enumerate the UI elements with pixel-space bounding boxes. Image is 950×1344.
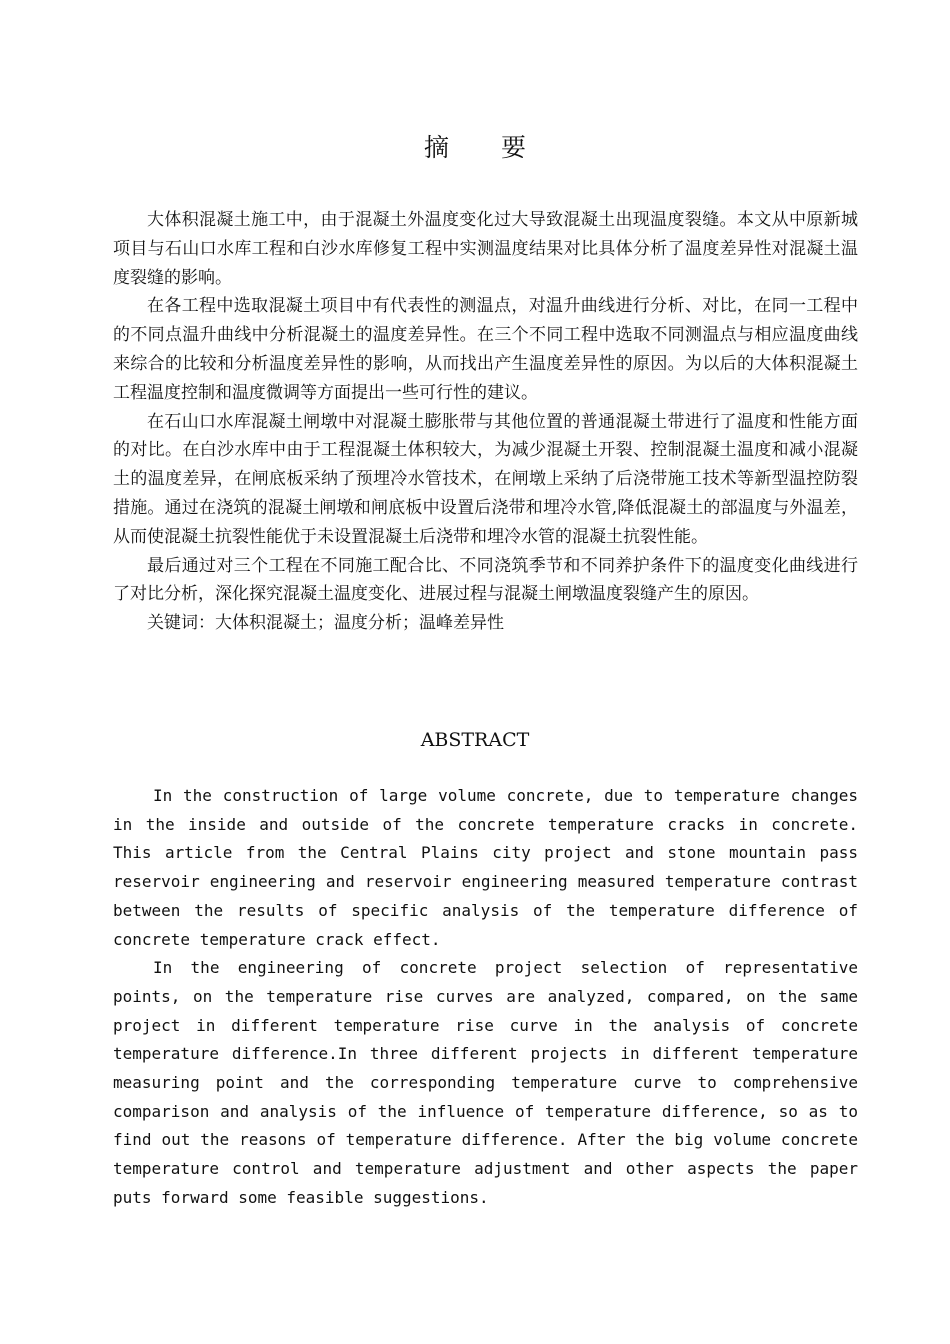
abstract-en-paragraph-2: In the engineering of concrete project selection of representative points, on the temperature rise curves are analyzed, compared, on the same project in different temperature rise curve in the analysis of concrete temperature difference.In three different projects in different temperature measuring point and the corresponding temperature curve to comprehensive comparison and analysis of the influence of temperature difference, so as to find out the reasons of temperature difference. After the big volume concrete temperature control and temperature adjustment and other aspects the paper puts forward some feasible suggestions. (113, 958, 858, 1207)
keywords-cn: 关键词：大体积混凝土；温度分析；温峰差异性 (147, 613, 504, 634)
abstract-body-cn (113, 206, 858, 638)
abstract-title-cn: 摘 要 (424, 133, 548, 162)
abstract-cn-paragraph-3: 在石山口水库混凝土闸墩中对混凝土膨胀带与其他位置的普通混凝土带进行了温度和性能方面的对比。在白沙水库中由于工程混凝土体积较大，为减少混凝土开裂、控制混凝土温度和减小混凝土的温度差异，在闸底板采纳了预埋冷水管技术，在闸墩上采纳了后浇带施工技术等新型温控防裂措施。通过在浇筑的混凝土闸墩和闸底板中设置后浇带和埋冷水管,降低混凝土的部温度与外温差，从而使混凝土抗裂性能优于未设置混凝土后浇带和埋冷水管的混凝土抗裂性能。 (113, 411, 858, 547)
abstract-title-en: ABSTRACT (420, 729, 530, 751)
abstract-en-paragraph-1: In the construction of large volume concrete, due to temperature changes in the inside and outside of the concrete temperature cracks in concrete. This article from the Central Plains city project and stone mountain pass reservoir engineering and reservoir engineering measured temperature contrast between the results of specific analysis of the temperature difference of concrete temperature crack effect. (113, 786, 858, 949)
abstract-cn-paragraph-1: 大体积混凝土施工中，由于混凝土外温度变化过大导致混凝土出现温度裂缝。本文从中原新城项目与石山口水库工程和白沙水库修复工程中实测温度结果对比具体分析了温度差异性对混凝土温度裂缝的影响。 (113, 210, 858, 288)
abstract-cn-paragraph-4: 最后通过对三个工程在不同施工配合比、不同浇筑季节和不同养护条件下的温度变化曲线进行了对比分析，深化探究混凝土温度变化、进展过程与混凝土闸墩温度裂缝产生的原因。 (113, 555, 858, 605)
abstract-cn-paragraph-2: 在各工程中选取混凝土项目中有代表性的测温点，对温升曲线进行分析、对比，在同一工程中的不同点温升曲线中分析混凝土的温度差异性。在三个不同工程中选取不同测温点与相应温度曲线来综合的比较和分析温度差异性的影响，从而找出产生温度差异性的原因。为以后的大体积混凝土工程温度控制和温度微调等方面提出一些可行性的建议。 (113, 296, 858, 403)
abstract-body-en (113, 782, 858, 1213)
